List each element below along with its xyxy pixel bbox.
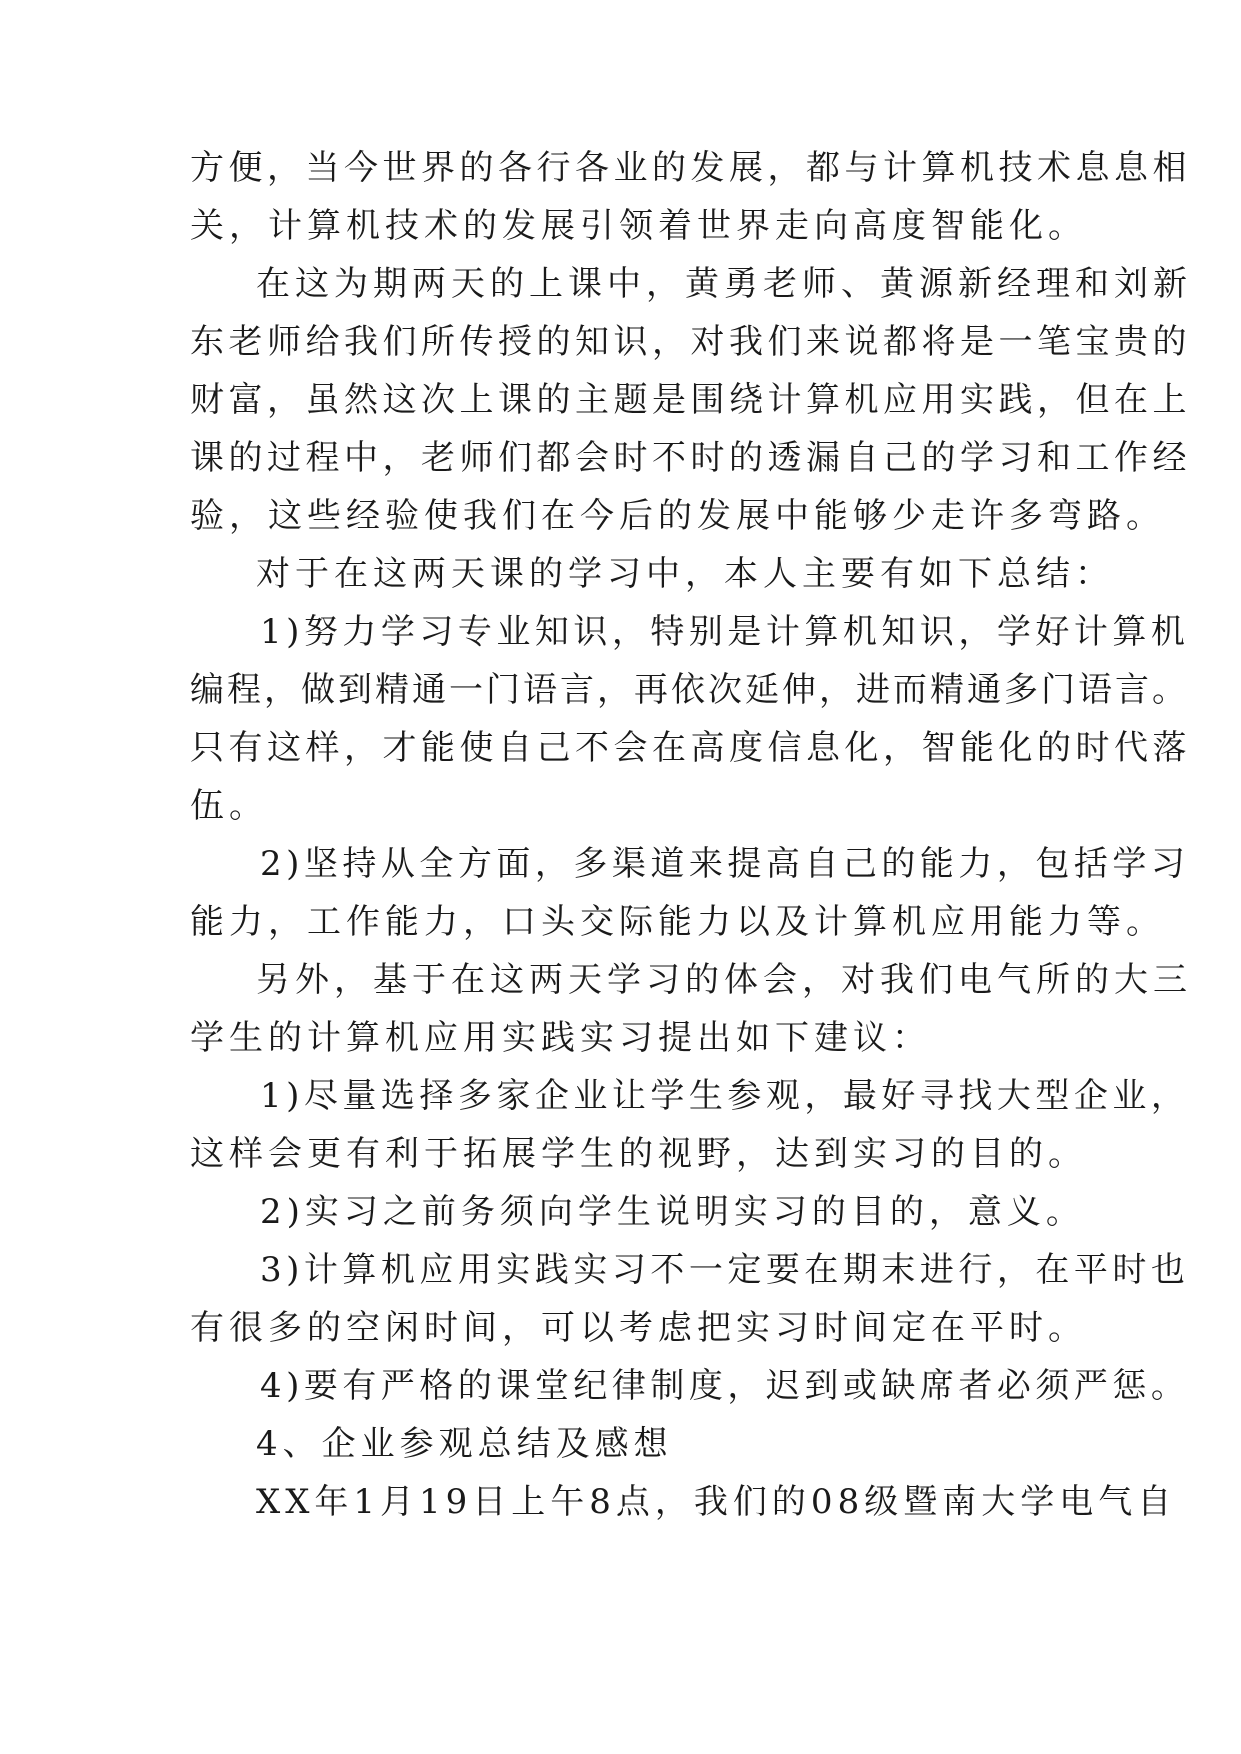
- text-line: 3)计算机应用实践实习不一定要在期末进行，在平时也: [260, 1250, 1190, 1290]
- text-line: 关，计算机技术的发展引领着世界走向高度智能化。: [190, 206, 1087, 246]
- section-heading: 4、企业参观总结及感想: [256, 1424, 673, 1464]
- text-line: 课的过程中，老师们都会时不时的透漏自己的学习和工作经: [190, 438, 1191, 478]
- text-line: 编程，做到精通一门语言，再依次延伸，进而精通多门语言。: [190, 670, 1189, 710]
- text-line: 学生的计算机应用实践实习提出如下建议：: [190, 1018, 931, 1058]
- text-line: 1)尽量选择多家企业让学生参观，最好寻找大型企业，: [260, 1076, 1190, 1116]
- text-line: 2)实习之前务须向学生说明实习的目的，意义。: [260, 1192, 1085, 1232]
- text-line: 另外，基于在这两天学习的体会，对我们电气所的大三: [256, 960, 1192, 1000]
- text-line: 对于在这两天课的学习中，本人主要有如下总结：: [256, 554, 1114, 594]
- text-line: 伍。: [190, 786, 268, 826]
- text-line: 东老师给我们所传授的知识，对我们来说都将是一笔宝贵的: [190, 322, 1191, 362]
- text-line: XX年1月19日上午8点，我们的08级暨南大学电气自: [256, 1482, 1177, 1522]
- text-line: 方便，当今世界的各行各业的发展，都与计算机技术息息相: [190, 148, 1191, 188]
- text-line: 4)要有严格的课堂纪律制度，迟到或缺席者必须严惩。: [260, 1366, 1190, 1406]
- text-line: 只有这样，才能使自己不会在高度信息化，智能化的时代落: [190, 728, 1191, 768]
- text-line: 验，这些经验使我们在今后的发展中能够少走许多弯路。: [190, 496, 1165, 536]
- text-line: 有很多的空闲时间，可以考虑把实习时间定在平时。: [190, 1308, 1087, 1348]
- text-line: 能力，工作能力，口头交际能力以及计算机应用能力等。: [190, 902, 1165, 942]
- text-line: 1)努力学习专业知识，特别是计算机知识，学好计算机: [260, 612, 1190, 652]
- text-line: 在这为期两天的上课中，黄勇老师、黄源新经理和刘新: [256, 264, 1192, 304]
- text-line: 财富，虽然这次上课的主题是围绕计算机应用实践，但在上: [190, 380, 1191, 420]
- text-line: 这样会更有利于拓展学生的视野，达到实习的目的。: [190, 1134, 1087, 1174]
- text-line: 2)坚持从全方面，多渠道来提高自己的能力，包括学习: [260, 844, 1190, 884]
